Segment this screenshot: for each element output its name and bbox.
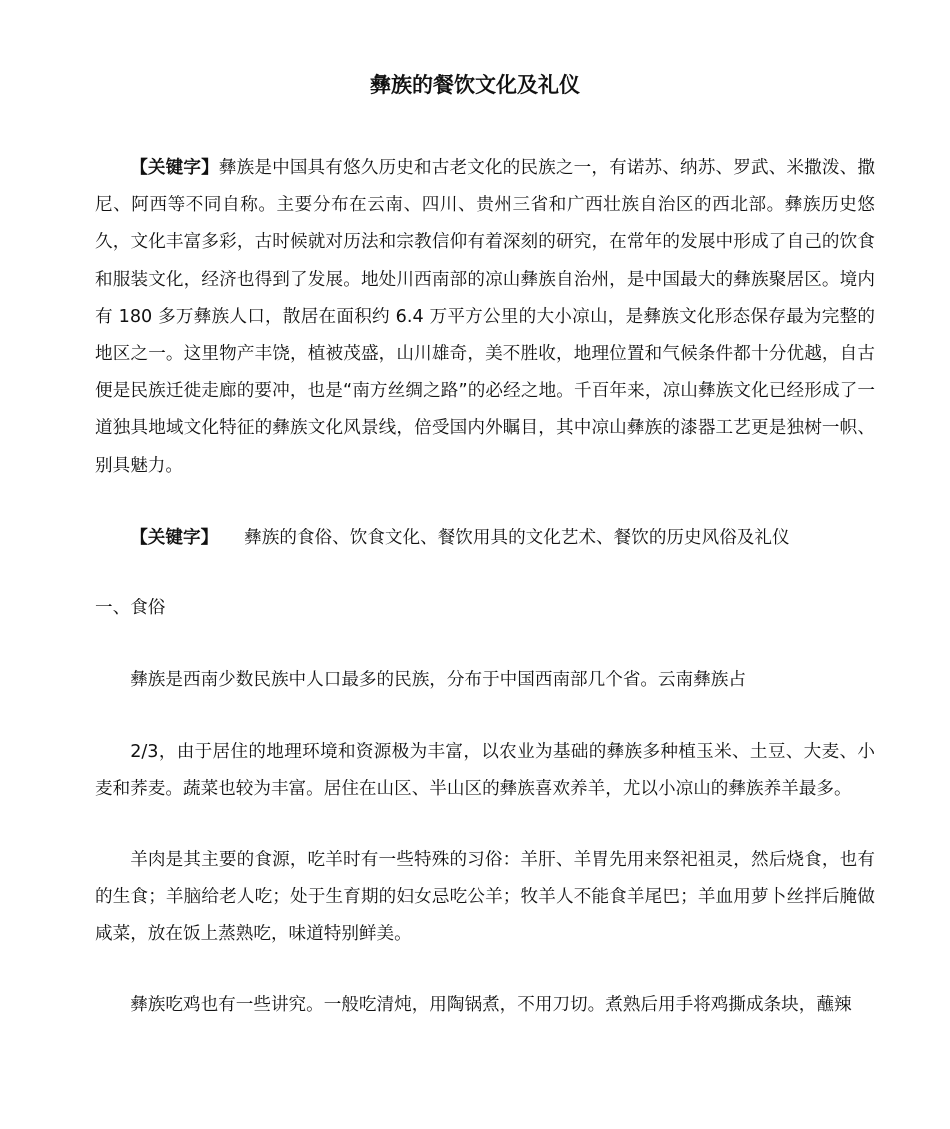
abstract-label: 【关键字】	[130, 158, 219, 178]
keywords-label: 【关键字】	[130, 528, 219, 548]
abstract-text: 彝族是中国具有悠久历史和古老文化的民族之一，有诺苏、纳苏、罗武、米撒泼、撒尼、阿西等不同自称。主要分布在云南、四川、贵州三省和广西壮族自治区的西北部。彝族历史悠久，文化丰富多彩，古时候就对历法和宗教信仰有着深刻的研究，在常年的发展中形成了自己的饮食和服装文化，经济也得到了发展。地处川西南部的凉山彝族自治州，是中国最大的彝族聚居区。境内有 180 多万彝族人口，散居在面积约 6.4 万平方公里的大小凉山，是彝族文化形态保存最为完整的地区之一。这里物产丰饶，植被茂盛，山川雄奇，美不胜收，地理位置和气候条件都十分优越，自古便是民族迁徙走廊的要冲，也是“南方丝绸之路”的必经之地。千百年来，凉山彝族文化已经形成了一道独具地域文化特征的彝族文化风景线，倍受国内外瞩目，其中凉山彝族的漆器工艺更是独树一帜、别具魅力。	[95, 158, 875, 476]
section-heading-food-customs: 一、食俗	[95, 598, 166, 618]
section-paragraph-1: 彝族是西南少数民族中人口最多的民族，分布于中国西南部几个省。云南彝族占	[130, 670, 746, 690]
document-title: 彝族的餐饮文化及礼仪	[370, 73, 580, 97]
keywords-text: 彝族的食俗、饮食文化、餐饮用具的文化艺术、餐饮的历史风俗及礼仪	[244, 528, 790, 548]
section-paragraph-4: 彝族吃鸡也有一些讲究。一般吃清炖，用陶锅煮，不用刀切。煮熟后用手将鸡撕成条块，蘸辣	[130, 995, 852, 1015]
keywords-paragraph	[95, 520, 875, 556]
abstract-paragraph	[95, 150, 875, 485]
section-paragraph-3: 羊肉是其主要的食源，吃羊时有一些特殊的习俗：羊肝、羊胃先用来祭祀祖灵，然后烧食，也有的生食；羊脑给老人吃；处于生育期的妇女忌吃公羊；牧羊人不能食羊尾巴；羊血用萝卜丝拌后腌做咸菜，放在饭上蒸熟吃，味道特别鲜美。	[95, 850, 875, 945]
section-paragraph-2: 2/3，由于居住的地理环境和资源极为丰富，以农业为基础的彝族多种植玉米、土豆、大麦、小麦和荞麦。蔬菜也较为丰富。居住在山区、半山区的彝族喜欢养羊，尤以小凉山的彝族养羊最多。	[95, 742, 875, 800]
